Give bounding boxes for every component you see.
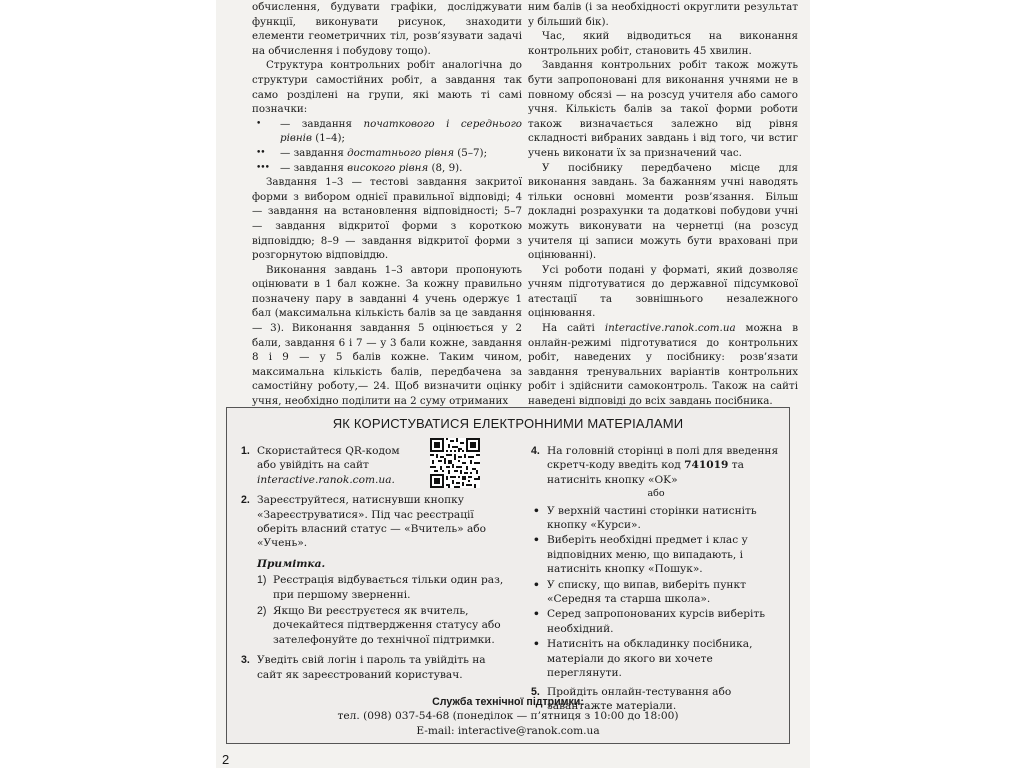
right-paragraph-5: Усі роботи подані у форматі, який дозволяє учням підготуватися до державної підсумкової атестації та зовнішнього незалежного оцінювання. [528, 263, 798, 320]
bullet-icon: • [533, 534, 540, 547]
right-paragraph-2: Час, який відводиться на виконання контрольних робіт, становить 45 хвилин. [528, 30, 798, 57]
support-email[interactable]: E-mail: interactive@ranok.com.ua [416, 724, 600, 737]
right-paragraph-6: На сайті interactive.ranok.com.ua можна в онлайн-режимі підготуватися до контрольних робіт, наведених у посібнику: розв’язати завдання тренувальних варіантів контрольних робіт і здійснити самоконтроль. Також на сайті наведені відповіді до всіх завдань посібника. [528, 322, 798, 408]
instructions-title: ЯК КОРИСТУВАТИСЯ ЕЛЕКТРОННИМИ МАТЕРІАЛАМИ [332, 416, 684, 431]
instructions-box [226, 407, 790, 744]
note-item: 2) Якщо Ви реєструєтеся як вчитель, дочекайтеся підтвердження статусу або зателефонуйте до технічної підтримки. [257, 605, 501, 646]
one-dot-icon: • [256, 118, 261, 129]
right-column [528, 0, 798, 409]
level-marker-item: ••• — завдання високого рівня (8, 9). [256, 161, 463, 174]
right-paragraph-1: ним балів (і за необхідності округлити результат у більший бік). [528, 1, 798, 28]
list-item: • У списку, що випав, виберіть пункт «Середня та старша школа». [533, 578, 746, 606]
list-item: • У верхній частині сторінки натисніть кнопку «Курси». [533, 504, 757, 532]
left-paragraph-1: обчислення, будувати графіки, досліджувати функції, виконувати рисунок, знаходити елементи геометричних тіл, розв’язувати задачі на обчислення і побудову тощо). [252, 1, 522, 57]
left-paragraph-3: Завдання 1–3 — тестові завдання закритої форми з вибором однієї правильної відповіді; 4 — завдання на встановлення відповідності; 5–7 — завдання відкритої форми з короткою відповіддю; 8–9 — завдання відкритої форми з розгорнутою відповіддю. [252, 176, 522, 262]
right-paragraph-4: У посібнику передбачено місце для виконання завдань. За бажанням учні наводять тільки основні моменти розв’язання. Більш докладні розрахунки та додаткові побудови учні можуть виконувати на чернетці (на розсуд учителя ці записи можуть бути враховані при оцінюванні). [528, 161, 798, 262]
list-item: • Виберіть необхідні предмет і клас у відповідних меню, що випадають, і натисніть кнопку «Пошук». [533, 534, 748, 576]
step-4: 4. На головній сторінці в полі для введення скретч-коду введіть код 741019 та натисніть кнопку «OK» [531, 445, 779, 486]
level-marker-list [252, 117, 522, 175]
note-item: 1) Реєстрація відбувається тільки один раз, при першому зверненні. [257, 574, 504, 601]
note-title: Примітка. [257, 557, 326, 570]
step-3: 3. Уведіть свій логін і пароль та увійдіть на сайт як зареєстрований користувач. [241, 654, 486, 681]
instructions-right-column [525, 444, 787, 719]
support-phone[interactable]: тел. (098) 037-54-68 (понеділок — п’ятниця з 10:00 до 18:00) [337, 710, 679, 723]
list-item: • Серед запропонованих курсів виберіть необхідний. [533, 608, 766, 635]
left-paragraph-4: Виконання завдань 1–3 автори пропонують оцінювати в 1 бал кожне. За кожну правильно позначену пару в завданні 4 учень одержує 1 бал (максимальна кількість балів за це завдання — 3). Виконання завдання 5 оцінюється у 2 бали, завдання 6 і 7 — у 3 бали кожне, завдання 8 і 9 — у 5 балів кожне. Таким чином, максимальна кількість балів, передбачена за самостійну роботу,— 24. Щоб визначити оцінку учня, необхідно поділити на 2 суму отриманих [252, 263, 522, 408]
support-title: Служба технічної підтримки: [432, 696, 584, 708]
site-link[interactable]: interactive.ranok.com.ua [604, 322, 736, 335]
left-column [252, 0, 522, 409]
bullet-icon: • [533, 504, 540, 517]
step-5: 5. Пройдіть онлайн-тестування або завантажте матеріали. [531, 685, 732, 712]
step-2: 2. Зареєструйтеся, натиснувши кнопку «Зареєструватися». Під час реєстрації оберіть власний статус — «Вчитель» або «Учень». [241, 494, 487, 550]
left-paragraph-2: Структура контрольних робіт аналогічна до структури самостійних робіт, а завдання так само розділені на групи, які мають ті самі позначки: [252, 59, 522, 116]
bullet-icon: • [533, 578, 540, 591]
two-dots-icon: •• [256, 147, 265, 158]
three-dots-icon: ••• [256, 162, 269, 173]
right-paragraph-3: Завдання контрольних робіт також можуть бути запропоновані для виконання учнями не в повному обсязі — на розсуд учителя або самого учня. Кількість балів за такої форми роботи також визначається залежно від рівня складності вибраних завдань і від того, чи встиг учень виконати їх за призначений час. [528, 59, 798, 159]
scratch-code: 741019 [684, 459, 729, 472]
list-item: • Натисніть на обкладинку посібника, матеріали до якого ви хочете переглянути. [533, 638, 753, 680]
step-1: 1. Скористайтеся QR-кодом або увійдіть на сайт interactive.ranok.com.ua. [235, 444, 505, 487]
support-block [226, 695, 790, 738]
site-link[interactable]: interactive.ranok.com.ua. [257, 473, 395, 486]
qr-code-icon[interactable] [430, 438, 480, 488]
or-label: або [647, 488, 665, 500]
level-marker-item: • — завдання початкового і середнього рівнів (1–4); [256, 117, 522, 145]
level-marker-item: •• — завдання достатнього рівня (5–7); [256, 146, 488, 159]
bullet-icon: • [533, 608, 540, 621]
bullet-icon: • [533, 638, 540, 651]
page-number: 2 [222, 752, 230, 767]
